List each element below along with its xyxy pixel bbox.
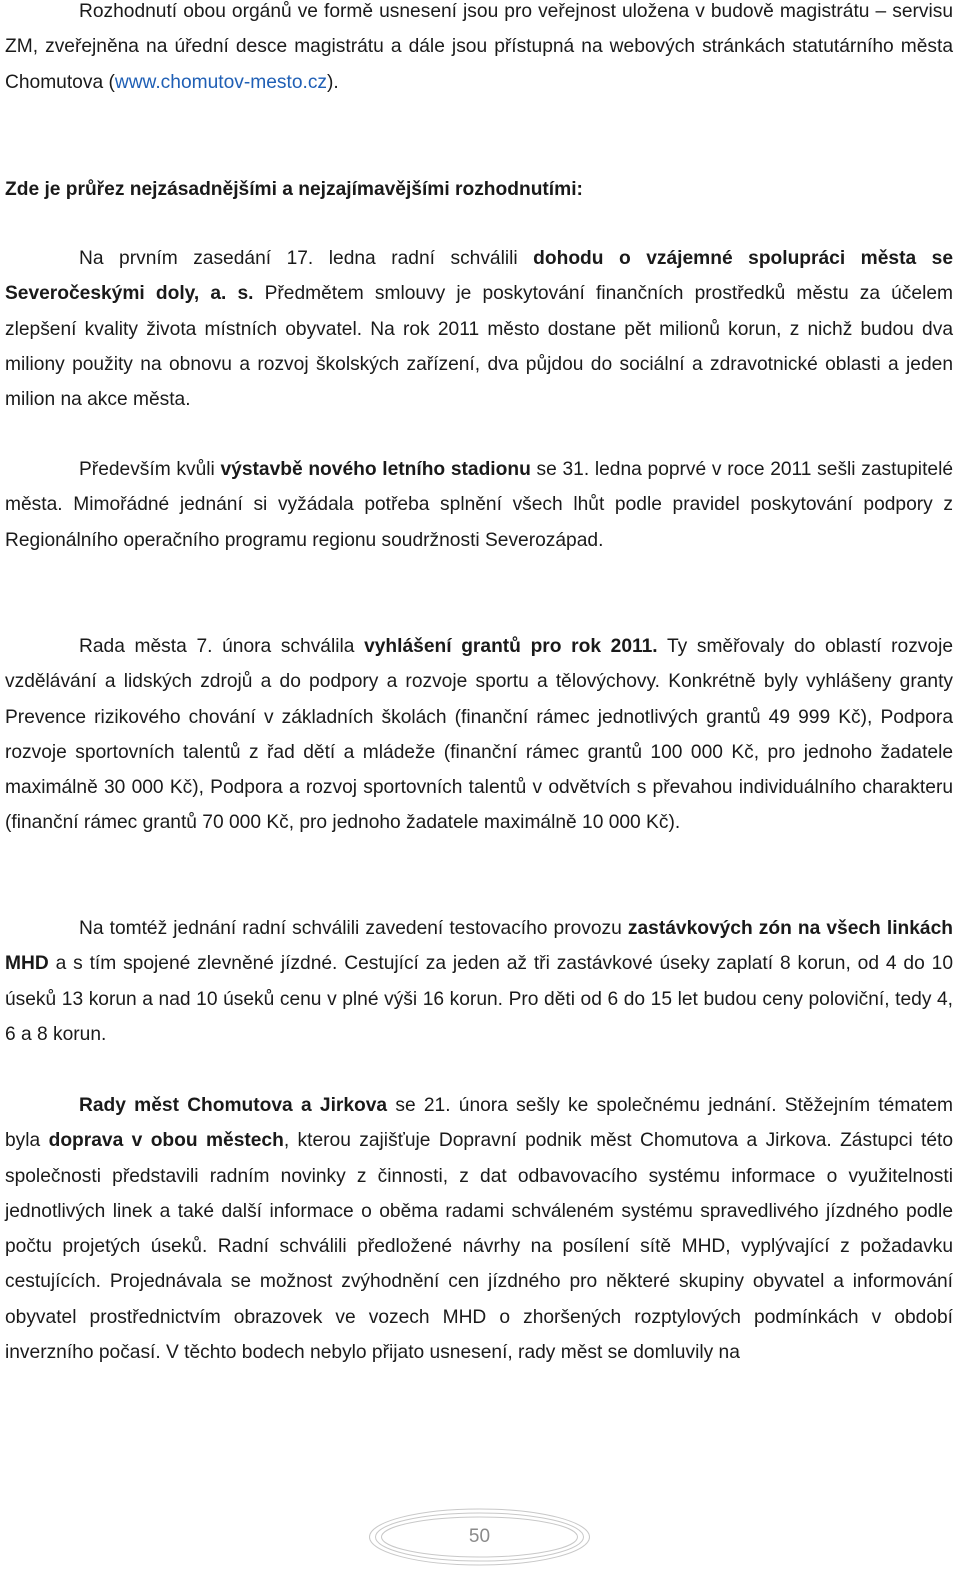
bold-text: vyhlášení grantů pro rok 2011. (364, 636, 658, 657)
paragraph-rady-mest: Rady měst Chomutova a Jirkova se 21. února sešly ke společnému jednání. Stěžejním tématem byla doprava v obou městech, kterou zajišťuje Dopravní podnik měst Chomutova a Jirkova. Zástupci této společnosti představili radním novinky z činnosti, z dat odbavovacího systému informace o využitelnosti jednotlivých linek a také další informace o oběma radami schváleném systému spravedlivého jízdného podle počtu projetých úseků. Radní schválili předložené návrhy na posílení sítě MHD, vyplývající z požadavku cestujících. Projednávala se možnost zvýhodnění cen jízdného pro některé skupiny obyvatel a informování obyvatel prostřednictvím obrazovek ve vozech MHD o zhoršených rozptylových podmínkách v období inverzního počasí. V těchto bodech nebylo přijato usnesení, rady měst se domluvily na (5, 1095, 953, 1364)
section-heading: Zde je průřez nejzásadnějšími a nejzajímavějšími rozhodnutími: (5, 179, 583, 200)
paragraph-severoceske-doly: Na prvním zasedání 17. ledna radní schválili dohodu o vzájemné spolupráci města se Severočeskými doly, a. s. Předmětem smlouvy je poskytování finančních prostředků městu za účelem zlepšení kvality života místních obyvatel. Na rok 2011 město dostane pět milionů korun, z nichž budou dva miliony použity na obnovu a rozvoj školských zařízení, dva půjdou do sociální a zdravotnické oblasti a jeden milion na akce města. (5, 248, 954, 411)
paragraph-text: Rozhodnutí obou orgánů ve formě usnesení jsou pro veřejnost uložena v budově magistrátu – servisu ZM, zveřejněna na úřední desce magistrátu a dále jsou přístupná na webových stránkách statutárního města Chomutova ( (5, 1, 953, 93)
paragraph-publication (5, 0, 953, 100)
paragraph-mhd-zony: Na tomtéž jednání radní schválili zavedení testovacího provozu zastávkových zón na všech linkách MHD a s tím spojené zlevněné jízdné. Cestující za jeden až tři zastávkové úseky zaplatí 8 korun, od 4 do 10 úseků 13 korun a nad 10 úseků cenu v plné výši 16 korun. Pro děti od 6 do 15 let budou ceny poloviční, tedy 4, 6 a 8 korun. (5, 918, 953, 1045)
paragraph-granty: Rada města 7. února schválila vyhlášení grantů pro rok 2011. Ty směřovaly do oblastí rozvoje vzdělávání a lidských zdrojů a do podpory a rozvoje sportu a tělovýchovy. Konkrétně byly vyhlášeny granty Prevence rizikového chování v základních školách (finanční rámec jednotlivých grantů 49 999 Kč), Podpora rozvoje sportovních talentů z řad dětí a mládeže (finanční rámec grantů 100 000 Kč, pro jednoho žadatele maximálně 30 000 Kč), Podpora a rozvoj sportovních talentů v odvětvích s převahou individuálního charakteru (finanční rámec grantů 70 000 Kč, pro jednoho žadatele maximálně 10 000 Kč). (5, 636, 953, 834)
bold-text: zastávkových zón na všech linkách MHD (5, 918, 953, 975)
bold-text: doprava v obou městech (48, 1130, 284, 1152)
bold-text: Rady měst Chomutova a Jirkova (79, 1095, 388, 1116)
page-number: 50 (468, 1526, 491, 1547)
bold-text: výstavbě nového letního stadionu (220, 459, 531, 480)
paragraph-text: ). (327, 71, 339, 93)
page-footer (367, 1506, 592, 1568)
bold-text: dohodu o vzájemné spolupráci města se Severočeskými doly, a. s. (5, 248, 954, 305)
website-link[interactable]: www.chomutov-mesto.cz (114, 71, 328, 93)
paragraph-stadion: Především kvůli výstavbě nového letního stadionu se 31. ledna poprvé v roce 2011 sešli zastupitelé města. Mimořádné jednání si vyžádala potřeba splnění všech lhůt podle pravidel poskytování podpory z Regionálního operačního programu regionu soudržnosti Severozápad. (5, 459, 954, 551)
